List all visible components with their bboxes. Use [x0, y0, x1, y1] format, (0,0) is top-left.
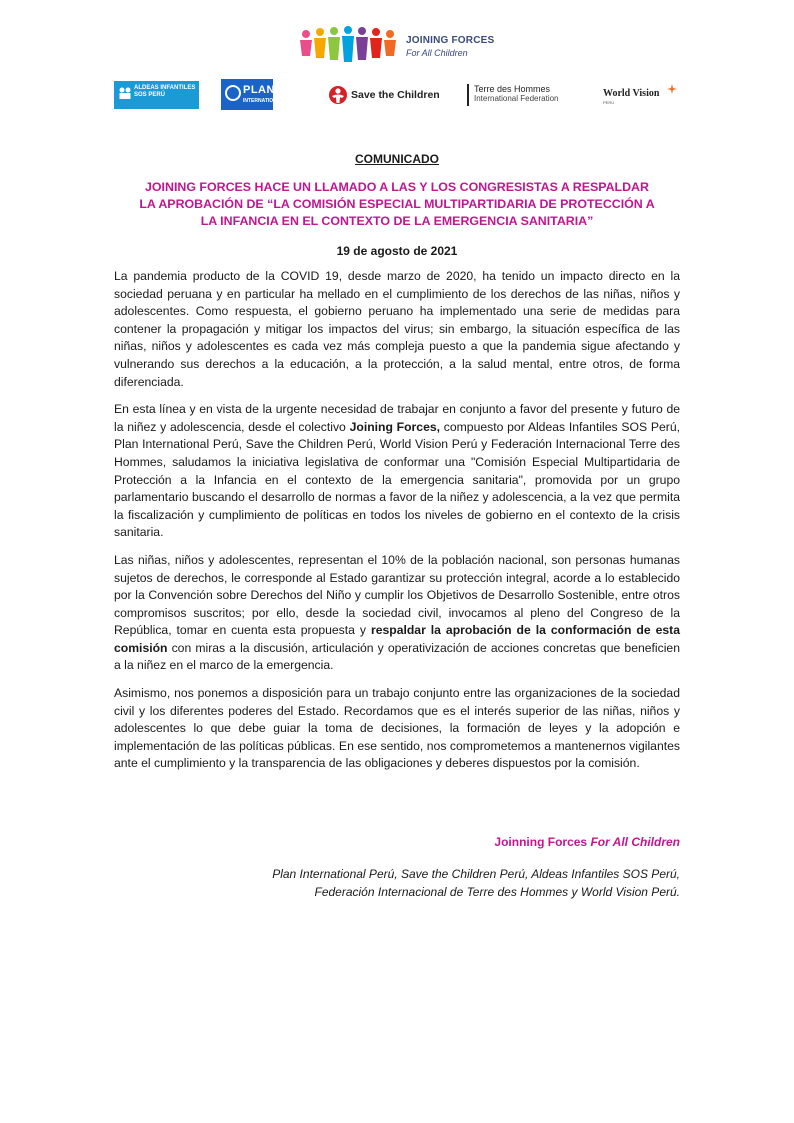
world-vision-label: World Vision [603, 88, 660, 99]
brand-title: JOINING FORCES [406, 35, 495, 46]
save-the-children-label: Save the Children [351, 89, 440, 101]
plan-international-logo [221, 79, 284, 110]
paragraph-2-end: compuesto por Aldeas Infantiles SOS Perú, Plan International Perú, Save the Children Perú, World Vision Perú y Federación Internacional Terre des Hommes, saludamos la iniciativa legislativa de conformar una "Comisión Especial Multipartidaria de Protección a la Infancia en el contexto de la emergencia sanitaria", promovida por un grupo parlamentario buscando el desarrollo de normas a favor de la niñez y adolescencia, a la vez que permita la fiscalización y cumplimiento de políticas en todos los niveles de gobierno en el contexto de la crisis sanitaria. [114, 419, 680, 540]
title-line-1: JOINING FORCES HACE UN LLAMADO A LAS Y LOS CONGRESISTAS A RESPALDAR [145, 180, 649, 194]
plan-globe-icon [225, 85, 241, 101]
document-date: 19 de agosto de 2021 [336, 244, 458, 258]
paragraph-3-start: Las niñas, niños y adolescentes, representan el 10% de la población nacional, son personas humanas sujetos de derechos, le corresponde al Estado garantizar su protección integral, acorde a lo establecido por la Convención sobre Derechos del Niño y cumplir los Objetivos de Desarrollo Sostenible, entre otros compromisos suscritos; por ello, desde la sociedad civil, invocamos al pleno del Congreso de la República, tomar en cuenta esta propuesta y [114, 552, 680, 638]
paragraph-1: La pandemia producto de la COVID 19, desde marzo de 2020, ha tenido un impacto directo en la sociedad peruana y en particular ha mellado en el cumplimiento de los derechos de las niñas, niños y adolescentes. Como respuesta, el gobierno peruano ha implementado una serie de medidas para contener la propagación y mitigar los impactos del virus; sin embargo, la situación específica de las niñas, niños y adolescentes es cada vez más compleja puesto a que la pandemia sigue afectando y vulnerando sus derechos a la educación, a la protección, a la salud mental, entre otros, de forma diferenciada. [114, 269, 680, 389]
respaldar-bold: respaldar la aprobación de la conformación de esta comisión [114, 623, 680, 655]
signature-name: Joinning Forces [494, 835, 588, 849]
joining-forces-logo [296, 26, 506, 68]
orgs-line-2: Federación Internacional de Terre des Hommes y World Vision Perú. [314, 884, 680, 899]
paragraph-3 [114, 552, 680, 675]
signature [494, 835, 680, 849]
children-figures-icon [296, 26, 400, 68]
document-body [114, 268, 680, 783]
paragraph-4: Asimismo, nos ponemos a disposición para un trabajo conjunto entre las organizaciones de la sociedad civil y los diferentes poderes del Estado. Recordamos que es el interés superior de las niñas, niños y adolescentes lo que debe guiar la toma de decisiones, la formación de leyes y la adopción e implementación de las políticas públicas. En ese sentido, nos comprometemos a mantenernos vigilantes ante el cumplimiento y la transparencia de las obligaciones y deberes dispuestos por la comisión. [114, 686, 680, 771]
joining-forces-bold: Joining Forces, [349, 419, 441, 434]
world-vision-star-icon [667, 84, 677, 94]
save-the-children-logo [328, 84, 440, 106]
aldeas-infantiles-logo [114, 81, 199, 109]
world-vision-sub-label: PERÚ [603, 100, 615, 105]
tdh-line1: Terre des Hommes [474, 84, 551, 94]
signatory-orgs [160, 866, 680, 901]
document-title [100, 179, 694, 230]
save-the-children-icon [328, 84, 348, 106]
aldeas-sos-icon [118, 86, 132, 100]
paragraph-2 [114, 401, 680, 542]
paragraph-2-start: En esta línea y en vista de la urgente necesidad de trabajar en conjunto a favor del presente y futuro de la niñez y adolescencia, desde el colectivo [114, 402, 680, 434]
title-line-3: LA INFANCIA EN EL CONTEXTO DE LA EMERGENCIA SANITARIA” [200, 214, 594, 228]
signature-tagline: For All Children [590, 835, 680, 849]
paragraph-3-end: con miras a la discusión, articulación y operativización de acciones concretas que beneficien a la niñez en el marco de la emergencia. [114, 640, 680, 673]
orgs-line-1: Plan International Perú, Save the Children Perú, Aldeas Infantiles SOS Perú, [272, 867, 680, 881]
plan-sub-label: INTERNATIONAL [243, 98, 284, 104]
tdh-line2: International Federation [474, 94, 559, 103]
terre-des-hommes-logo [467, 84, 572, 106]
world-vision-logo [601, 84, 679, 106]
document-heading: COMUNICADO [355, 152, 439, 166]
plan-label: PLAN [243, 84, 275, 96]
aldeas-label: ALDEAS INFANTILES SOS PERÚ [134, 85, 196, 98]
brand-subtitle: For All Children [406, 48, 468, 58]
title-line-2: LA APROBACIÓN DE “LA COMISIÓN ESPECIAL MULTIPARTIDARIA DE PROTECCIÓN A [139, 197, 655, 211]
